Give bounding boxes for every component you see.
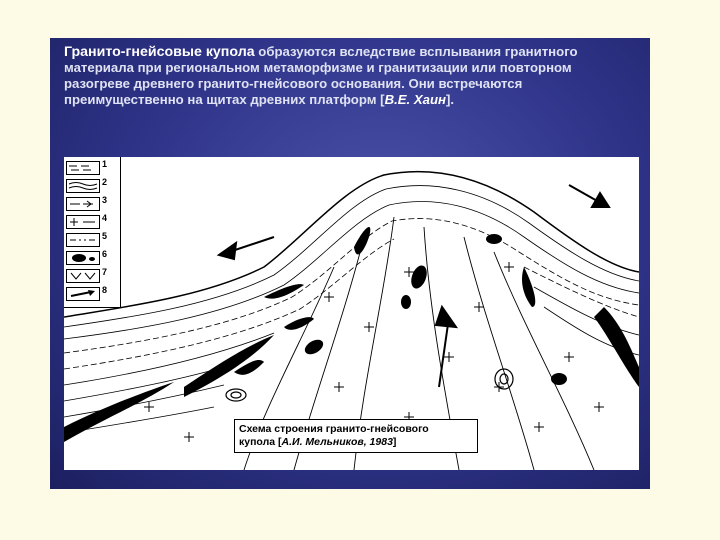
caption-line-1: Схема строения гранито-гнейсового xyxy=(239,423,429,435)
legend-number: 8 xyxy=(102,285,108,295)
legend-item xyxy=(66,213,118,229)
dome-scheme-figure xyxy=(64,157,639,470)
legend-number: 5 xyxy=(102,231,108,241)
title-close: ]. xyxy=(446,92,455,107)
black-lenses xyxy=(64,227,639,442)
legend-symbol-icon xyxy=(66,179,100,193)
legend-symbol-icon xyxy=(66,287,100,301)
legend-item xyxy=(66,285,118,301)
slide-title-text xyxy=(64,44,639,108)
legend-number: 3 xyxy=(102,195,108,205)
legend-item xyxy=(66,267,118,283)
legend-item xyxy=(66,195,118,211)
legend-symbol-icon xyxy=(66,269,100,283)
legend-symbol-icon xyxy=(66,251,100,265)
legend-number: 7 xyxy=(102,267,108,277)
legend-number: 4 xyxy=(102,213,108,223)
legend-item xyxy=(66,177,118,193)
figure-legend xyxy=(64,157,121,308)
caption-line-2 xyxy=(239,436,473,449)
caption-prefix: купола [ xyxy=(239,436,282,448)
legend-symbol-icon xyxy=(66,233,100,247)
title-author: В.Е. Хаин xyxy=(384,92,447,107)
granite-crosses xyxy=(144,262,604,442)
legend-number: 1 xyxy=(102,159,108,169)
caption-author: А.И. Мельников, 1983 xyxy=(281,436,393,448)
legend-number: 6 xyxy=(102,249,108,259)
title-body: образуются вследствие всплывания гранитного материала при региональном метаморфизме и гранитизации или повторном разогреве древнего гранито-гнейсового основания. Они встречаются преимущественно на щитах древних платформ [ xyxy=(64,44,578,107)
title-lead: Гранито-гнейсовые купола xyxy=(64,44,255,60)
legend-item xyxy=(66,249,118,265)
legend-item xyxy=(66,231,118,247)
caption-close: ] xyxy=(392,436,397,448)
legend-symbol-icon xyxy=(66,161,100,175)
legend-symbol-icon xyxy=(66,215,100,229)
legend-symbol-icon xyxy=(66,197,100,211)
legend-number: 2 xyxy=(102,177,108,187)
figure-caption xyxy=(234,419,478,453)
slide xyxy=(50,38,650,489)
legend-item xyxy=(66,159,118,175)
